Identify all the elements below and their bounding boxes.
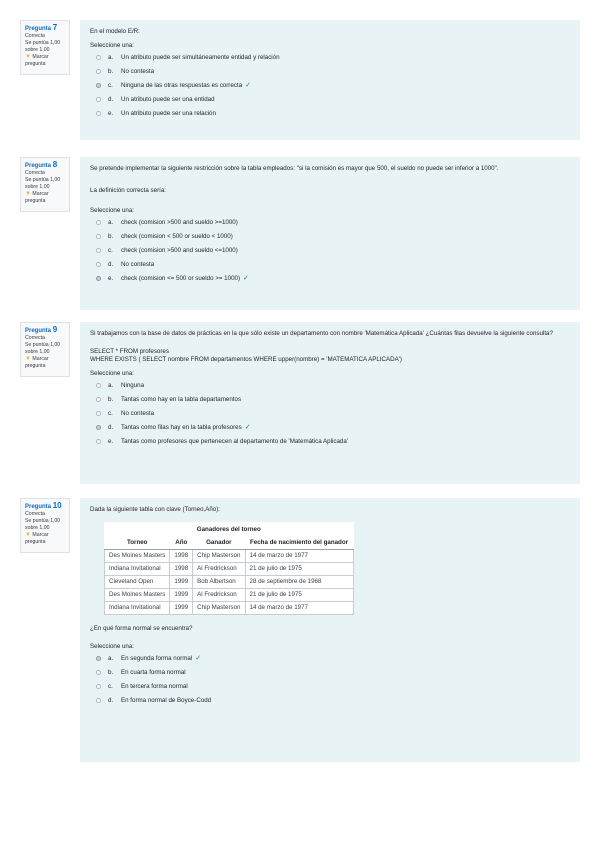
- table-row: [105, 563, 354, 576]
- radio-button-selected[interactable]: [96, 425, 101, 430]
- answer-options: [90, 216, 570, 286]
- answer-option[interactable]: e. Tantas como profesores que pertenecen al departamento de 'Matemática Aplicada': [90, 435, 570, 449]
- answer-option[interactable]: c. Ninguna de las otras respuestas es correcta ✓: [90, 79, 570, 93]
- table-cell: Des Moines Masters: [105, 589, 170, 602]
- radio-button[interactable]: [96, 234, 101, 239]
- table-cell: 21 de julio de 1975: [245, 589, 353, 602]
- radio-button[interactable]: [96, 411, 101, 416]
- question-score: Se puntúa 1,00 sobre 1,00: [25, 40, 61, 53]
- answer-option[interactable]: d. No contesta: [90, 258, 570, 272]
- table-cell: 1998: [170, 550, 193, 563]
- table-cell: Al Fredrickson: [193, 563, 245, 576]
- table-row: [105, 589, 354, 602]
- question-number: Pregunta 10: [25, 501, 62, 510]
- correct-check-icon: ✓: [195, 655, 202, 662]
- table-caption: Ganadores del torneo: [104, 522, 354, 537]
- answer-option[interactable]: e. check (comision <= 500 or sueldo >= 1000) ✓: [90, 272, 570, 286]
- radio-button[interactable]: [96, 262, 101, 267]
- correct-check-icon: ✓: [244, 424, 251, 431]
- table-header: Año: [170, 537, 193, 550]
- table-cell: Cleveland Open: [105, 576, 170, 589]
- radio-button-selected[interactable]: [96, 656, 101, 661]
- radio-button[interactable]: [96, 220, 101, 225]
- select-label: Seleccione una:: [90, 643, 135, 650]
- radio-button[interactable]: [96, 383, 101, 388]
- question-score: Se puntúa 1,00 sobre 1,00: [25, 342, 61, 355]
- sql-code-line: WHERE EXISTS ( SELECT nombre FROM departamentos WHERE upper(nombre) = 'MATEMATICA APLICADA'): [90, 356, 402, 363]
- table-row: [105, 576, 354, 589]
- table-cell: Indiana Invitational: [105, 563, 170, 576]
- answer-option[interactable]: b. Tantas como hay en la tabla departamentos: [90, 393, 570, 407]
- question-score: Se puntúa 1,00 sobre 1,00: [25, 518, 61, 531]
- radio-button[interactable]: [96, 670, 101, 675]
- question-text: Dada la siguiente tabla con clave (Torneo,Año):: [90, 506, 221, 513]
- answer-option[interactable]: c. check (comision >500 and sueldo <=1000): [90, 244, 570, 258]
- answer-options: [90, 51, 570, 121]
- flag-icon: ▼: [25, 191, 31, 197]
- select-label: Seleccione una:: [90, 42, 135, 49]
- question-text: Se pretende implementar la siguiente restricción sobre la tabla empleados: "si la comisión es mayor que 500, el sueldo no puede ser inferior a 1000".: [90, 165, 499, 172]
- question-content: [80, 157, 580, 310]
- answer-option[interactable]: e. Un atributo puede ser una relación: [90, 107, 570, 121]
- flag-question-button[interactable]: ▼ Marcar pregunta: [25, 532, 49, 545]
- question-info: [20, 322, 70, 377]
- question-status: Correcta: [25, 33, 45, 39]
- question-number: Pregunta 9: [25, 325, 58, 334]
- answer-option[interactable]: b. En cuarta forma normal: [90, 666, 570, 680]
- table-header: Torneo: [105, 537, 170, 550]
- question-info: [20, 20, 70, 75]
- answer-option[interactable]: a. Ninguna: [90, 379, 570, 393]
- radio-button-selected[interactable]: [96, 276, 101, 281]
- answer-options: [90, 379, 570, 449]
- answer-option[interactable]: c. No contesta: [90, 407, 570, 421]
- question-content: [80, 498, 580, 762]
- radio-button[interactable]: [96, 684, 101, 689]
- question-status: Correcta: [25, 170, 45, 176]
- radio-button[interactable]: [96, 111, 101, 116]
- table-row: [105, 602, 354, 615]
- table-cell: Indiana Invitational: [105, 602, 170, 615]
- answer-option[interactable]: d. Un atributo puede ser una entidad: [90, 93, 570, 107]
- radio-button-selected[interactable]: [96, 83, 101, 88]
- select-label: Seleccione una:: [90, 370, 135, 377]
- flag-question-button[interactable]: ▼ Marcar pregunta: [25, 54, 49, 67]
- radio-button[interactable]: [96, 439, 101, 444]
- answer-option[interactable]: b. No contesta: [90, 65, 570, 79]
- answer-options: [90, 652, 570, 708]
- table-header-row: [105, 537, 354, 550]
- table-cell: 1999: [170, 576, 193, 589]
- answer-option[interactable]: a. check (comision >500 and sueldo >=1000): [90, 216, 570, 230]
- flag-icon: ▼: [25, 54, 31, 60]
- radio-button[interactable]: [96, 698, 101, 703]
- table-cell: Chip Masterson: [193, 550, 245, 563]
- radio-button[interactable]: [96, 397, 101, 402]
- question-info: [20, 498, 70, 553]
- question-info: [20, 157, 70, 212]
- answer-option[interactable]: a. Un atributo puede ser simultáneamente entidad y relación: [90, 51, 570, 65]
- question-status: Correcta: [25, 511, 45, 517]
- table-cell: Bob Albertson: [193, 576, 245, 589]
- table-cell: 1999: [170, 602, 193, 615]
- answer-option[interactable]: b. check (comision < 500 or sueldo < 1000): [90, 230, 570, 244]
- winners-table: [104, 522, 354, 615]
- radio-button[interactable]: [96, 248, 101, 253]
- question-number: Pregunta 7: [25, 23, 58, 32]
- table-cell: 28 de septiembre de 1968: [245, 576, 353, 589]
- question-content: [80, 20, 580, 140]
- question-text: Si trabajamos con la base de datos de prácticas en la que sólo existe un departamento con nombre 'Matemática Aplicada' ¿Cuántas filas devuelve la siguiente consulta?: [90, 330, 553, 337]
- answer-option[interactable]: d. En forma normal de Boyce-Codd: [90, 694, 570, 708]
- table-cell: 1999: [170, 589, 193, 602]
- correct-check-icon: ✓: [243, 275, 249, 282]
- correct-check-icon: ✓: [245, 82, 251, 89]
- question-score: Se puntúa 1,00 sobre 1,00: [25, 177, 61, 190]
- flag-icon: ▼: [25, 356, 31, 362]
- table-cell: 1998: [170, 563, 193, 576]
- answer-option[interactable]: c. En tercera forma normal: [90, 680, 570, 694]
- table-header: Ganador: [193, 537, 245, 550]
- question-status: Correcta: [25, 335, 45, 341]
- table-cell: Al Fredrickson: [193, 589, 245, 602]
- table-cell: 14 de marzo de 1977: [245, 550, 353, 563]
- table-cell: Chip Masterson: [193, 602, 245, 615]
- table-row: [105, 550, 354, 563]
- flag-question-button[interactable]: ▼ Marcar pregunta: [25, 356, 49, 369]
- select-label: Seleccione una:: [90, 207, 135, 214]
- table-header: Fecha de nacimiento del ganador: [245, 537, 353, 550]
- question-number: Pregunta 8: [25, 160, 58, 169]
- radio-button[interactable]: [96, 97, 101, 102]
- flag-question-button[interactable]: ▼ Marcar pregunta: [25, 191, 49, 204]
- question-text-2: ¿En qué forma normal se encuentra?: [90, 625, 193, 632]
- question-content: [80, 322, 580, 484]
- question-text-2: La definición correcta sería:: [90, 187, 167, 194]
- sql-code-line: SELECT * FROM profesores: [90, 348, 169, 355]
- flag-icon: ▼: [25, 532, 31, 538]
- answer-option[interactable]: a. En segunda forma normal ✓: [90, 652, 570, 666]
- radio-button[interactable]: [96, 69, 101, 74]
- table-cell: 21 de julio de 1975: [245, 563, 353, 576]
- question-text: En el modelo E/R:: [90, 28, 140, 35]
- table-cell: Des Moines Masters: [105, 550, 170, 563]
- table-cell: 14 de marzo de 1977: [245, 602, 353, 615]
- answer-option[interactable]: d. Tantas como filas hay en la tabla profesores ✓: [90, 421, 570, 435]
- radio-button[interactable]: [96, 55, 101, 60]
